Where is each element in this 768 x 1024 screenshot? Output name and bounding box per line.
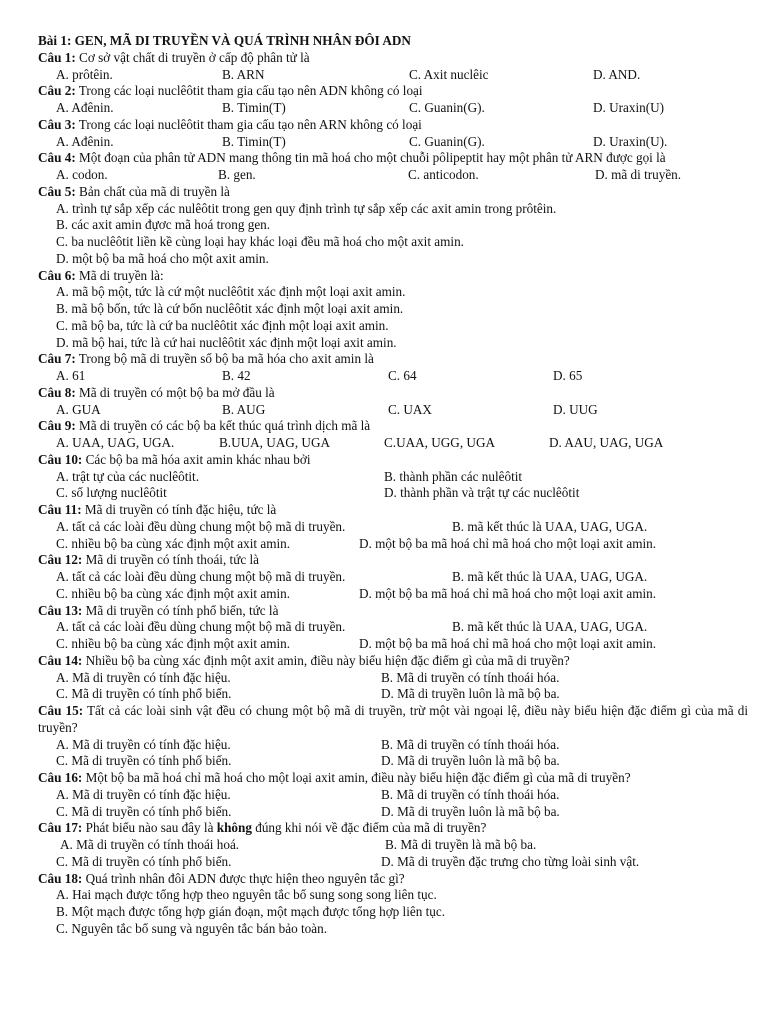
- option-a: A. trình tự sắp xếp các nulêôtit trong gen quy định trình tự sắp xếp các axit amin trong prôtêin.: [56, 200, 557, 216]
- option-d: D. một bộ ba mã hoá chỉ mã hoá cho một loại axit amin.: [359, 535, 657, 551]
- option-d: D. UUG: [553, 401, 598, 417]
- option-c: C. mã bộ ba, tức là cứ ba nuclêôtit xác định một loại axit amin.: [56, 317, 389, 333]
- question-6: Câu 6: Mã di truyền là:: [38, 267, 164, 283]
- options-2: [38, 100, 748, 117]
- option-d: D. một bộ ba mã hoá chỉ mã hoá cho một loại axit amin.: [359, 636, 657, 651]
- option-a: A. trật tự của các nuclêôtit.: [56, 468, 199, 484]
- question-16: Câu 16: Một bộ ba mã hoá chỉ mã hoá cho một loại axit amin, điều này biểu hiện đặc điểm gì của mã di truyền?: [38, 770, 631, 785]
- option-c: C. Nguyên tắc bổ sung và nguyên tắc bán bảo toàn.: [56, 920, 328, 936]
- option-b: B. mã kết thúc là UAA, UAG, UGA.: [452, 518, 648, 534]
- option-a: A. Ađênin.: [56, 100, 114, 115]
- options-16-row2: [38, 804, 748, 821]
- options-13-row2: [38, 636, 748, 653]
- option-a: A. tất cả các loài đều dùng chung một bộ mã di truyền.: [56, 518, 346, 534]
- option-c: C. ba nuclêôtit liền kề cùng loại hay khác loại đều mã hoá cho một axit amin.: [56, 234, 464, 249]
- option-b: B. gen.: [218, 167, 256, 182]
- lesson-title: Bài 1: GEN, MÃ DI TRUYỀN VÀ QUÁ TRÌNH NHÂN ĐÔI ADN: [38, 33, 411, 48]
- option-c: C. Mã di truyền có tính phổ biến.: [56, 853, 232, 869]
- question-10: Câu 10: Các bộ ba mã hóa axit amin khác nhau bởi: [38, 451, 311, 467]
- options-8: [38, 402, 748, 419]
- question-18: Câu 18: Quá trình nhân đôi ADN được thực hiện theo nguyên tắc gì?: [38, 870, 405, 886]
- option-b: B. Mã di truyền có tính thoái hóa.: [381, 736, 560, 752]
- option-b: B. AUG: [222, 401, 266, 417]
- option-a: A. Ađênin.: [56, 133, 114, 149]
- options-16-row1: [38, 787, 748, 804]
- option-d: D. thành phần và trật tự các nuclêôtit: [384, 485, 580, 501]
- question-3: Câu 3: Trong các loại nuclêôtit tham gia cấu tạo nên ARN không có loại: [38, 116, 422, 132]
- option-c: C. nhiều bộ ba cùng xác định một axit amin.: [56, 535, 291, 551]
- option-a: A. Mã di truyền có tính thoái hoá.: [60, 837, 240, 852]
- option-c: C. anticodon.: [408, 167, 479, 182]
- question-17: Câu 17: Phát biểu nào sau đây là không đúng khi nói về đặc điểm của mã di truyền?: [38, 820, 487, 836]
- options-10-row1: [38, 469, 748, 486]
- option-c: C. Axit nuclêic: [409, 66, 489, 82]
- options-4: [38, 167, 748, 184]
- options-9: [38, 435, 748, 452]
- question-1: Câu 1: Cơ sở vật chất di truyền ở cấp độ phân tử là: [38, 49, 310, 65]
- option-b: B. Mã di truyền là mã bộ ba.: [385, 837, 537, 852]
- question-7: Câu 7: Trong bộ mã di truyền số bộ ba mã hóa cho axit amin là: [38, 351, 374, 367]
- option-c: C. UAX: [388, 401, 432, 417]
- options-14-row2: [38, 686, 748, 703]
- option-c: C. 64: [388, 368, 417, 383]
- option-d: D. mã bộ hai, tức là cứ hai nuclêôtit xác định một loại axit amin.: [56, 334, 397, 350]
- option-c: C. Guanin(G).: [409, 133, 485, 149]
- option-c: C. nhiều bộ ba cùng xác định một axit amin.: [56, 636, 291, 651]
- option-d: D. mã di truyền.: [595, 167, 682, 182]
- option-a: A. UAA, UAG, UGA.: [56, 435, 175, 450]
- options-10-row2: [38, 485, 748, 502]
- question-12: Câu 12: Mã di truyền có tính thoái, tức là: [38, 552, 260, 568]
- option-c: C. Mã di truyền có tính phổ biến.: [56, 803, 232, 819]
- options-14-row1: [38, 670, 748, 687]
- option-b: B. mã kết thúc là UAA, UAG, UGA.: [452, 619, 648, 635]
- options-15-row2: [38, 753, 748, 770]
- options-12-row2: [38, 586, 748, 603]
- option-d: D. Uraxin(U): [593, 100, 665, 115]
- option-d: D. Uraxin(U).: [593, 133, 668, 149]
- options-7: [38, 368, 748, 385]
- option-b: B. Timin(T): [222, 100, 286, 115]
- option-d: D. Mã di truyền luôn là mã bộ ba.: [381, 803, 560, 819]
- options-11-row2: [38, 536, 748, 553]
- options-1: [38, 67, 748, 84]
- option-a: A. prôtêin.: [56, 66, 113, 82]
- question-11: Câu 11: Mã di truyền có tính đặc hiệu, tức là: [38, 502, 277, 517]
- option-a: A. 61: [56, 368, 86, 383]
- option-d: D. một bộ ba mã hoá cho một axit amin.: [56, 250, 269, 266]
- option-b: B. 42: [222, 368, 251, 383]
- option-a: A. GUA: [56, 401, 101, 417]
- option-b: B. Timin(T): [222, 133, 286, 149]
- options-11-row1: [38, 519, 748, 536]
- option-d: D. AND.: [593, 66, 641, 82]
- question-4: Câu 4: Một đoạn của phân tử ADN mang thông tin mã hoá cho một chuỗi pôlipeptit hay một phân tử ARN được gọi là: [38, 150, 666, 166]
- option-c: C. Guanin(G).: [409, 100, 485, 115]
- option-b: B. các axit amin đựơc mã hoá trong gen.: [56, 217, 271, 233]
- option-b: B. ARN: [222, 66, 265, 82]
- option-b: B. thành phần các nulêôtit: [384, 468, 523, 484]
- option-a: A. Mã di truyền có tính đặc hiệu.: [56, 736, 231, 752]
- option-a: A. tất cả các loài đều dùng chung một bộ mã di truyền.: [56, 569, 346, 584]
- question-2: Câu 2: Trong các loại nuclêôtit tham gia cấu tạo nên ADN không có loại: [38, 83, 423, 99]
- question-14: Câu 14: Nhiều bộ ba cùng xác định một axit amin, điều này biểu hiện đặc điểm gì của mã di truyền?: [38, 652, 570, 668]
- options-13-row1: [38, 619, 748, 636]
- options-12-row1: [38, 569, 748, 586]
- option-d: D. AAU, UAG, UGA: [549, 435, 664, 450]
- option-a: A. mã bộ một, tức là cứ một nuclêôtit xác định một loại axit amin.: [56, 284, 406, 300]
- option-a: A. codon.: [56, 167, 108, 182]
- question-5: Câu 5: Bản chất của mã di truyền là: [38, 183, 230, 199]
- question-13: Câu 13: Mã di truyền có tính phổ biến, tức là: [38, 602, 279, 618]
- option-a: A. Mã di truyền có tính đặc hiệu.: [56, 786, 231, 802]
- option-a: A. tất cả các loài đều dùng chung một bộ mã di truyền.: [56, 619, 346, 635]
- options-3: [38, 134, 748, 151]
- option-d: D. Mã di truyền luôn là mã bộ ba.: [381, 753, 560, 769]
- option-c: C. số lượng nuclêôtit: [56, 485, 167, 501]
- option-b: B. Mã di truyền có tính thoái hóa.: [381, 786, 560, 802]
- option-c: C. Mã di truyền có tính phổ biến.: [56, 686, 232, 702]
- options-17-row1: [38, 837, 748, 854]
- option-d: D. 65: [553, 368, 583, 383]
- option-b: B. Mã di truyền có tính thoái hóa.: [381, 669, 560, 685]
- option-a: A. Mã di truyền có tính đặc hiệu.: [56, 669, 231, 685]
- options-17-row2: [38, 854, 748, 871]
- option-d: D. một bộ ba mã hoá chỉ mã hoá cho một loại axit amin.: [359, 585, 657, 601]
- option-c: C. nhiều bộ ba cùng xác định một axit amin.: [56, 585, 291, 601]
- option-b: B. mã bộ bốn, tức là cứ bốn nuclêôtit xác định một loại axit amin.: [56, 301, 404, 316]
- question-8: Câu 8: Mã di truyền có một bộ ba mở đầu là: [38, 384, 275, 400]
- option-b: B. Một mạch được tổng hợp gián đoạn, một mạch được tổng hợp liên tục.: [56, 904, 446, 919]
- option-c: C.UAA, UGG, UGA: [384, 435, 495, 450]
- question-15: Câu 15: Tất cả các loài sinh vật đều có chung một bộ mã di truyền, trừ một vài ngoại lệ, điều này biểu hiện đặc điểm gì của mã di truyền?: [38, 703, 749, 735]
- option-d: D. Mã di truyền đặc trưng cho từng loài sinh vật.: [381, 853, 640, 869]
- option-b: B.UUA, UAG, UGA: [219, 435, 330, 450]
- option-a: A. Hai mạch được tổng hợp theo nguyên tắc bổ sung song song liên tục.: [56, 887, 437, 903]
- emphasis-not: không: [216, 820, 252, 836]
- question-9: Câu 9: Mã di truyền có các bộ ba kết thúc quá trình dịch mã là: [38, 418, 371, 434]
- option-d: D. Mã di truyền luôn là mã bộ ba.: [381, 686, 560, 702]
- option-c: C. Mã di truyền có tính phổ biến.: [56, 753, 232, 769]
- option-b: B. mã kết thúc là UAA, UAG, UGA.: [452, 569, 648, 584]
- options-15-row1: [38, 737, 748, 754]
